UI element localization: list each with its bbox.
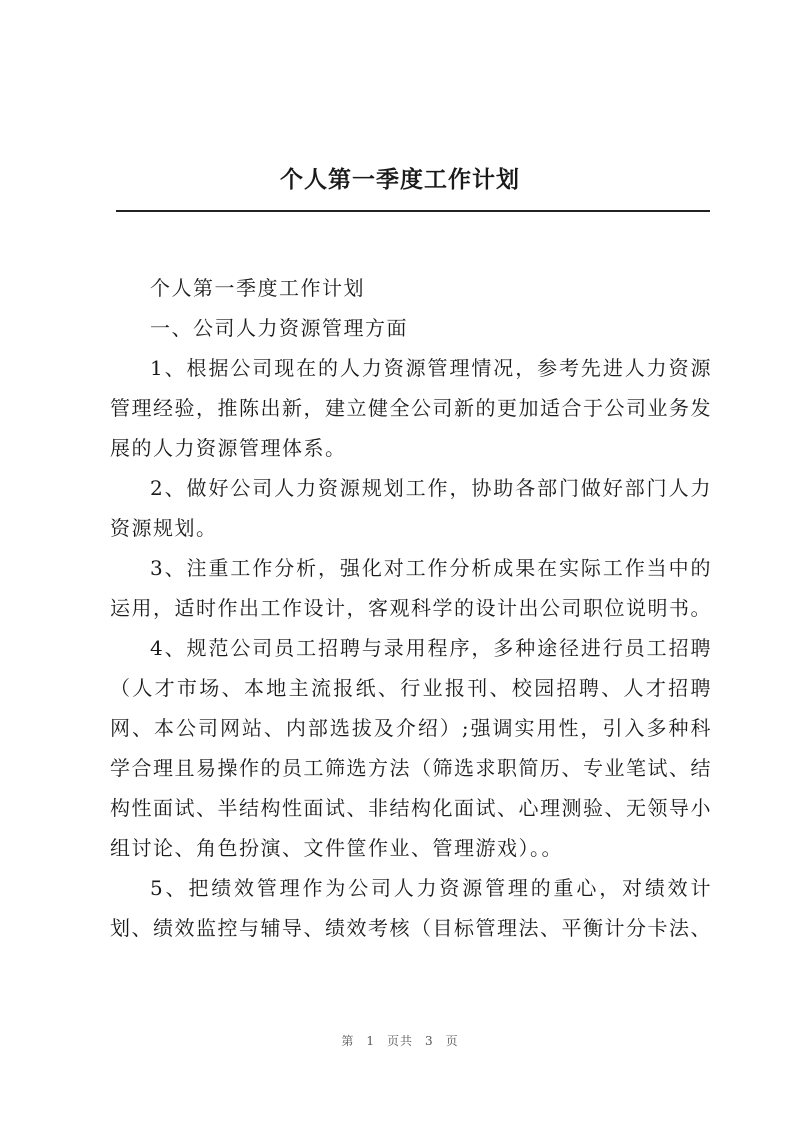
paragraph-item-3: 3、注重工作分析，强化对工作分析成果在实际工作当中的运用，适时作出工作设计，客观科学的设计出公司职位说明书。 (110, 556, 712, 620)
paragraph-section-heading: 一、公司人力资源管理方面 (150, 316, 408, 340)
footer-page-middle: 页共 (386, 1034, 413, 1048)
title-divider (116, 210, 710, 212)
paragraph-item-4: 4、规范公司员工招聘与录用程序，多种途径进行员工招聘（人才市场、本地主流报纸、行业报刊、校园招聘、人才招聘网、本公司网站、内部选拔及介绍）;强调实用性，引入多种科学合理且易操作的员工筛选方法（筛选求职简历、专业笔试、结构性面试、半结构性面试、非结构化面试、心理测验、无领导小组讨论、角色扮演、文件筐作业、管理游戏）。。 (110, 636, 712, 860)
footer-total-pages: 3 (425, 1034, 434, 1048)
paragraph-item-1: 1、根据公司现在的人力资源管理情况，参考先进人力资源管理经验，推陈出新，建立健全公司新的更加适合于公司业务发展的人力资源管理体系。 (110, 356, 712, 460)
page-footer (0, 1032, 800, 1049)
footer-page-prefix: 第 (341, 1034, 355, 1048)
footer-current-page: 1 (366, 1034, 375, 1048)
paragraph-heading: 个人第一季度工作计划 (150, 276, 365, 300)
footer-page-suffix: 页 (445, 1034, 459, 1048)
document-body (110, 268, 712, 948)
paragraph-item-5: 5、把绩效管理作为公司人力资源管理的重心，对绩效计划、绩效监控与辅导、绩效考核（目标管理法、平衡计分卡法、 (110, 876, 712, 940)
paragraph-item-2: 2、做好公司人力资源规划工作，协助各部门做好部门人力资源规划。 (110, 476, 712, 540)
document-title: 个人第一季度工作计划 (280, 166, 520, 193)
